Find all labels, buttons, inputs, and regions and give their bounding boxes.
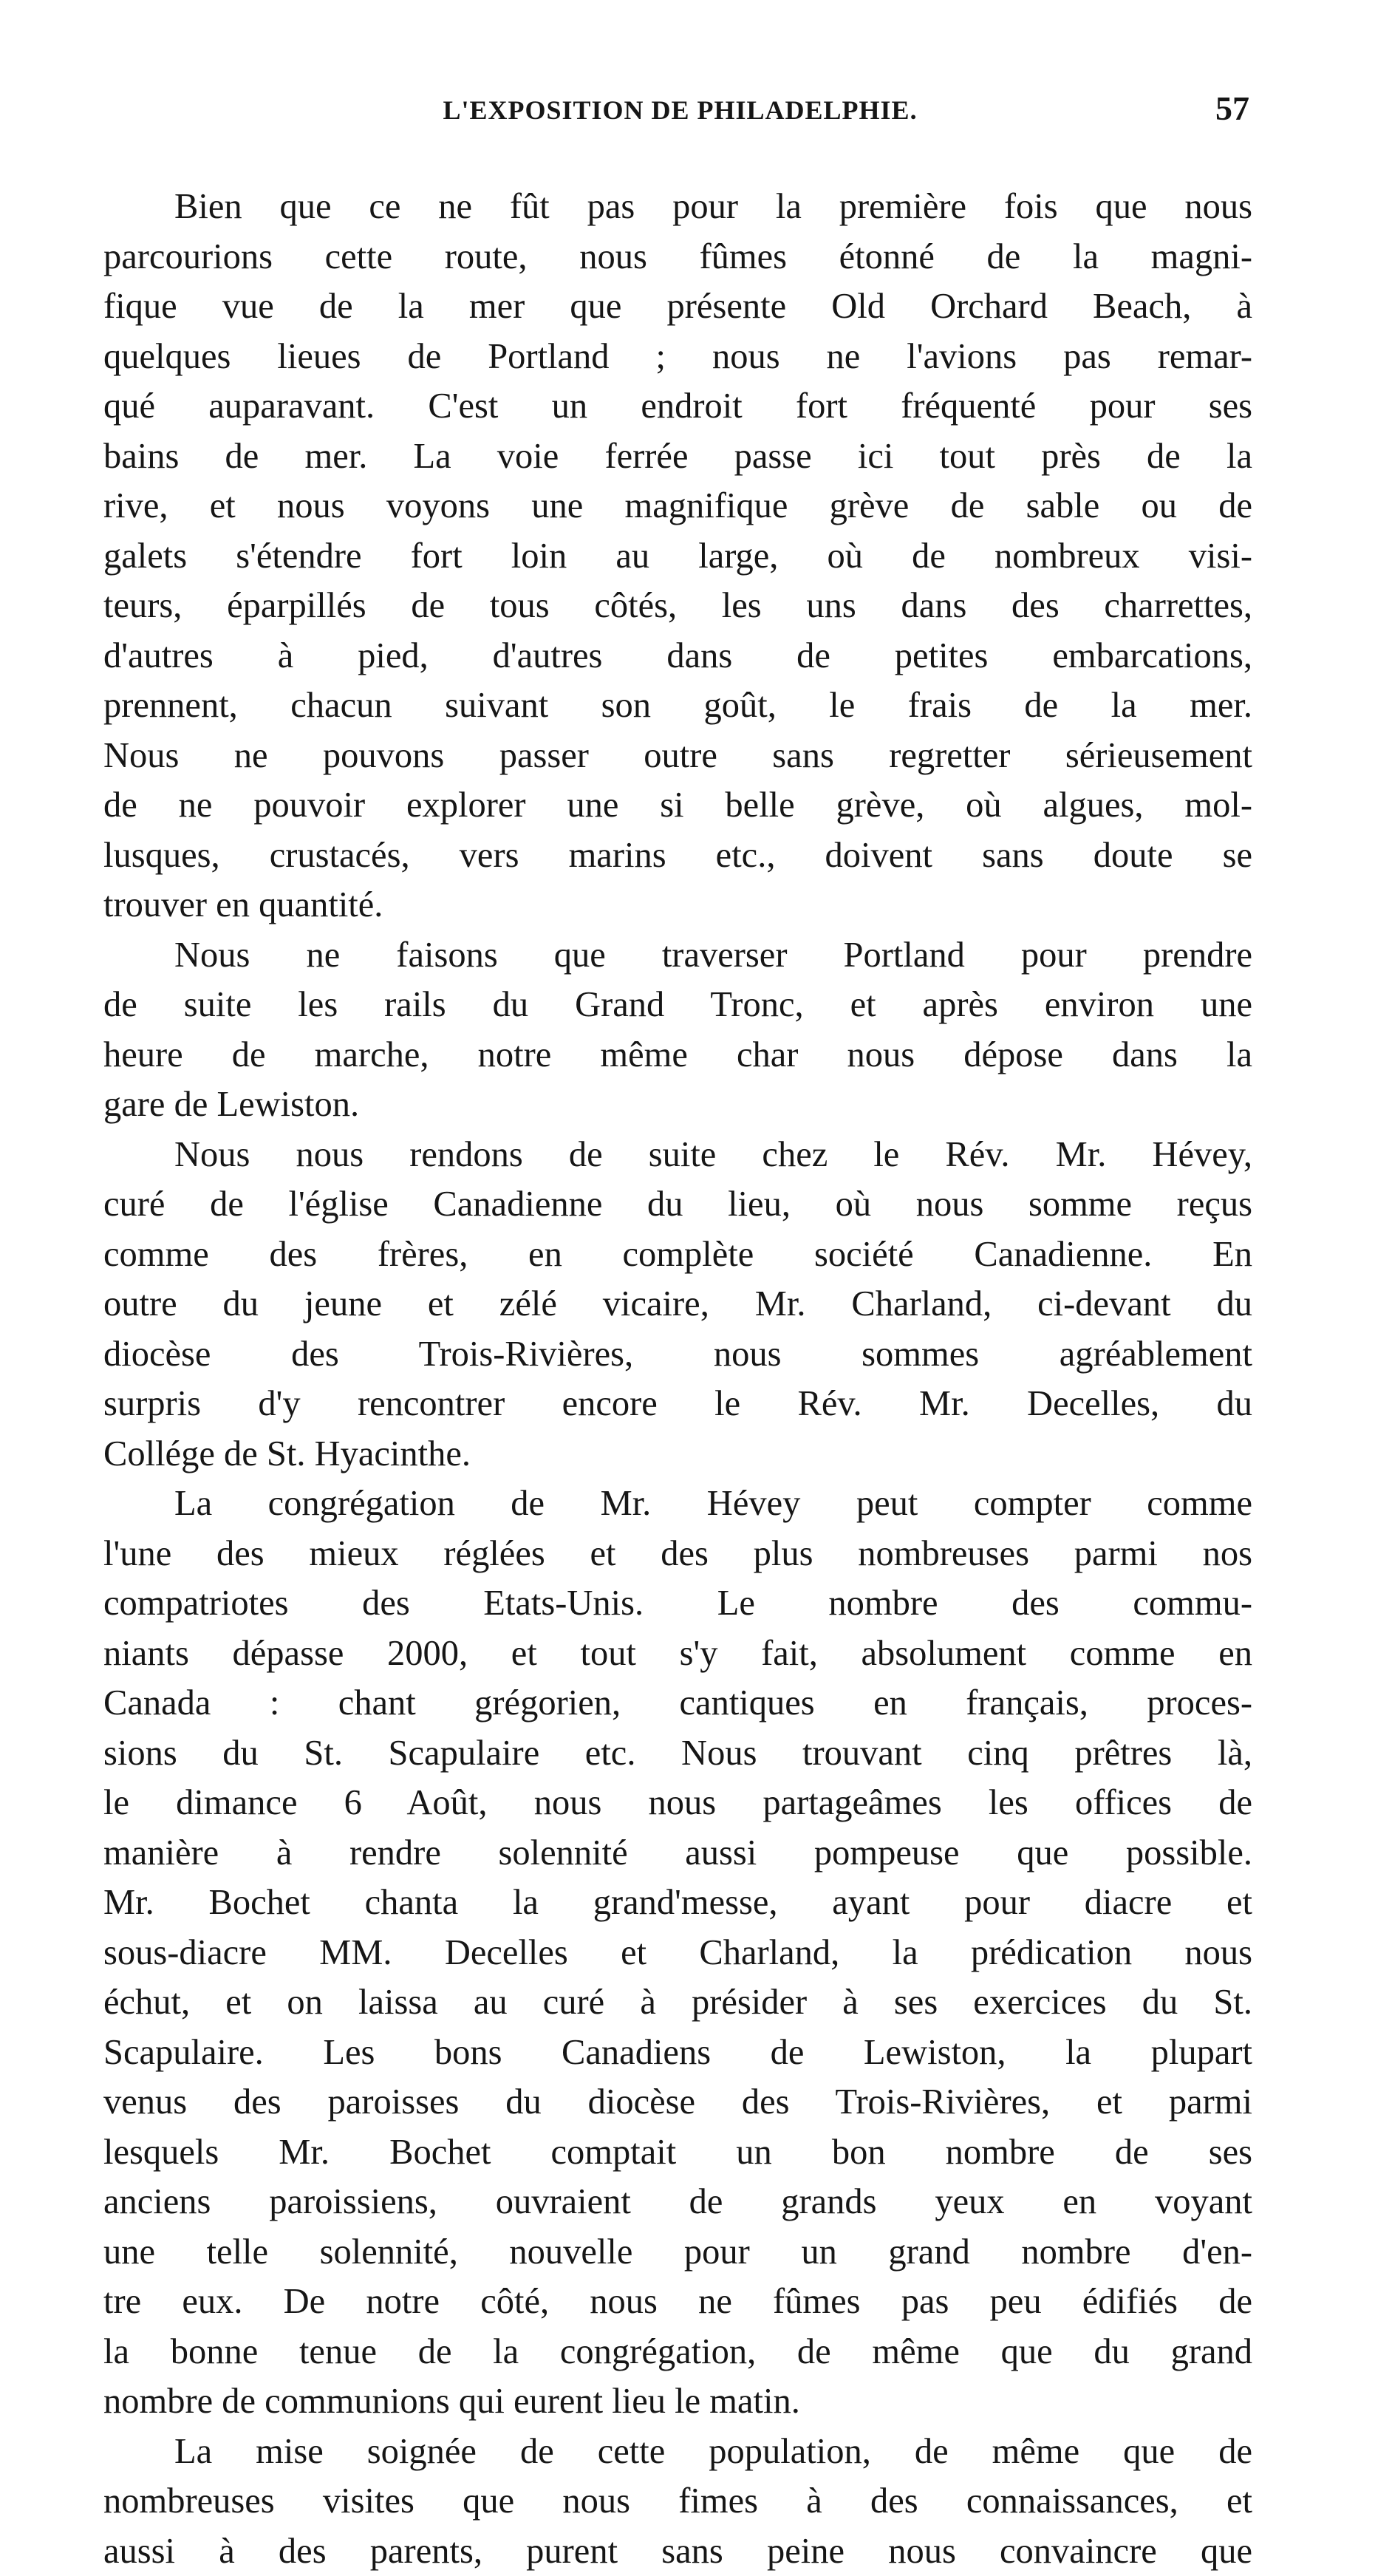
text-line: le dimance 6 Août, nous nous partageâmes les offices de — [103, 1778, 1252, 1828]
text-line: nombre de communions qui eurent lieu le matin. — [103, 2376, 1252, 2427]
text-line: de ne pouvoir explorer une si belle grève, où algues, mol- — [103, 780, 1252, 831]
text-line: d'autres à pied, d'autres dans de petites embarcations, — [103, 631, 1252, 681]
text-line: Scapulaire. Les bons Canadiens de Lewiston, la plupart — [103, 2028, 1252, 2078]
text-line: La mise soignée de cette population, de même que de — [103, 2427, 1252, 2477]
text-line: prennent, chacun suivant son goût, le frais de la mer. — [103, 681, 1252, 731]
text-line: nombreuses visites que nous fimes à des connaissances, et — [103, 2476, 1252, 2526]
text-line: aussi à des parents, purent sans peine nous convaincre que — [103, 2526, 1252, 2576]
text-line: comme des frères, en complète société Canadienne. En — [103, 1230, 1252, 1280]
text-line: Nous nous rendons de suite chez le Rév. Mr. Hévey, — [103, 1130, 1252, 1180]
text-line: heure de marche, notre même char nous dépose dans la — [103, 1030, 1252, 1080]
text-line: de suite les rails du Grand Tronc, et après environ une — [103, 980, 1252, 1030]
text-line: gare de Lewiston. — [103, 1080, 1252, 1130]
text-line: teurs, éparpillés de tous côtés, les uns dans des charrettes, — [103, 581, 1252, 631]
text-line: bains de mer. La voie ferrée passe ici tout près de la — [103, 432, 1252, 482]
text-line: sions du St. Scapulaire etc. Nous trouvant cinq prêtres là, — [103, 1728, 1252, 1779]
text-line: anciens paroissiens, ouvraient de grands yeux en voyant — [103, 2177, 1252, 2227]
text-line: parcourions cette route, nous fûmes étonné de la magni- — [103, 232, 1252, 282]
text-line: échut, et on laissa au curé à présider à ses exercices du St. — [103, 1977, 1252, 2028]
body-text — [103, 182, 1252, 2576]
text-line: quelques lieues de Portland ; nous ne l'avions pas remar- — [103, 332, 1252, 382]
running-head — [111, 95, 1249, 139]
text-line: qué auparavant. C'est un endroit fort fréquenté pour ses — [103, 381, 1252, 432]
text-line: lesquels Mr. Bochet comptait un bon nombre de ses — [103, 2127, 1252, 2178]
text-line: fique vue de la mer que présente Old Orchard Beach, à — [103, 282, 1252, 332]
paragraph-lewiston-arrival — [103, 1130, 1252, 1479]
text-line: une telle solennité, nouvelle pour un grand nombre d'en- — [103, 2227, 1252, 2277]
text-line: curé de l'église Canadienne du lieu, où nous somme reçus — [103, 1179, 1252, 1230]
paragraph-congregation — [103, 1479, 1252, 2427]
text-line: trouver en quantité. — [103, 880, 1252, 930]
text-line: venus des paroisses du diocèse des Trois-Rivières, et parmi — [103, 2077, 1252, 2127]
paragraph-old-orchard — [103, 182, 1252, 930]
text-line: Mr. Bochet chanta la grand'messe, ayant pour diacre et — [103, 1878, 1252, 1928]
text-line: manière à rendre solennité aussi pompeuse que possible. — [103, 1828, 1252, 1878]
text-line: surpris d'y rencontrer encore le Rév. Mr. Decelles, du — [103, 1379, 1252, 1429]
text-line: Nous ne pouvons passer outre sans regretter sérieusement — [103, 731, 1252, 781]
text-line: La congrégation de Mr. Hévey peut compter comme — [103, 1479, 1252, 1529]
text-line: la bonne tenue de la congrégation, de même que du grand — [103, 2327, 1252, 2377]
text-line: niants dépasse 2000, et tout s'y fait, absolument comme en — [103, 1629, 1252, 1679]
text-line: compatriotes des Etats-Unis. Le nombre des commu- — [103, 1578, 1252, 1629]
paragraph-population — [103, 2427, 1252, 2576]
text-line: Nous ne faisons que traverser Portland pour prendre — [103, 930, 1252, 981]
running-title: L'EXPOSITION DE PHILADELPHIE. — [111, 95, 1249, 126]
text-line: Bien que ce ne fût pas pour la première fois que nous — [103, 182, 1252, 232]
text-line: lusques, crustacés, vers marins etc., doivent sans doute se — [103, 831, 1252, 881]
text-line: l'une des mieux réglées et des plus nombreuses parmi nos — [103, 1529, 1252, 1579]
paragraph-portland — [103, 930, 1252, 1130]
text-line: galets s'étendre fort loin au large, où de nombreux visi- — [103, 531, 1252, 582]
text-line: outre du jeune et zélé vicaire, Mr. Charland, ci-devant du — [103, 1279, 1252, 1329]
text-line: Canada : chant grégorien, cantiques en français, proces- — [103, 1678, 1252, 1728]
text-line: sous-diacre MM. Decelles et Charland, la prédication nous — [103, 1928, 1252, 1978]
page-number: 57 — [1215, 89, 1249, 128]
text-line: diocèse des Trois-Rivières, nous sommes agréablement — [103, 1329, 1252, 1380]
text-line: Collége de St. Hyacinthe. — [103, 1429, 1252, 1479]
text-line: tre eux. De notre côté, nous ne fûmes pas peu édifiés de — [103, 2277, 1252, 2327]
text-line: rive, et nous voyons une magnifique grève de sable ou de — [103, 481, 1252, 531]
